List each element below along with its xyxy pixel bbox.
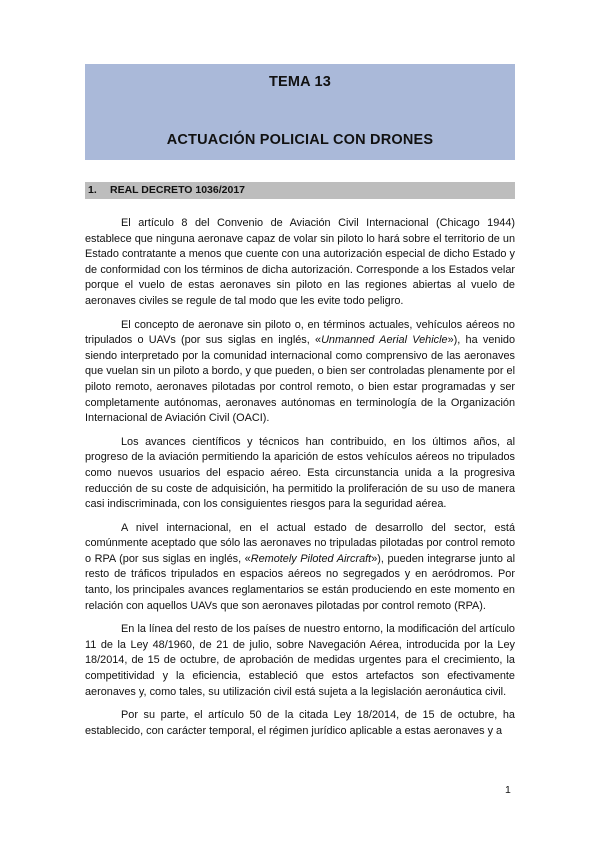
topic-number: TEMA 13 [268, 74, 332, 90]
page-number: 1 [505, 784, 511, 796]
paragraph [85, 708, 515, 739]
paragraph-text: »), ha venido siendo interpretado por la comunidad internacional como comprensivo de las aeronaves que vuelan sin un piloto a bordo, y que pueden, o bien ser controladas plenamente por el piloto remoto, aeronaves pilotadas por control remoto, o bien estar programadas y ser completamente autónomas, aeronaves autónomas en terminología de la Organización Internacional de Aviación Civil (OACI). [85, 334, 515, 425]
paragraph-text: »), pueden integrarse junto al resto de tráficos tripulados en espacios aéreos no segregados y en aeródromos. Por tanto, los principales avances reglamentarios se están produciendo en este momento en relación con aquellos UAVs que son aeronaves pilotadas por control remoto (RPA). [85, 552, 515, 612]
paragraph [85, 435, 515, 513]
paragraph-text: El concepto de aeronave sin piloto o, en términos actuales, vehículos aéreos no tripulados o UAVs (por sus siglas en inglés, « [85, 318, 515, 347]
section-title: REAL DECRETO 1036/2017 [110, 184, 246, 196]
paragraph-text: Los avances científicos y técnicos han contribuido, en los últimos años, al progreso de la aviación permitiendo la aparición de estos vehículos aéreos no tripulados como nuevos usuarios del espacio aéreo. Esta circunstancia unida a la progresiva reducción de su coste de adquisición, ha permitido la proliferación de su uso de manera casi indiscriminada, con los consiguientes riesgos para la seguridad aérea. [85, 435, 515, 511]
paragraph-text: A nivel internacional, en el actual estado de desarrollo del sector, está comúnmente aceptado que sólo las aeronaves no tripuladas pilotadas por control remoto o RPA (por sus siglas en inglés, « [85, 521, 515, 565]
topic-title: ACTUACIÓN POLICIAL CON DRONES [166, 132, 434, 148]
title-band [85, 64, 515, 160]
section-number: 1. [88, 184, 97, 196]
paragraph-text: El artículo 8 del Convenio de Aviación Civil Internacional (Chicago 1944) establece que ninguna aeronave capaz de volar sin piloto lo hará sobre el territorio de un Estado contratante a menos que cuente con una autorización especial de dicho Estado y de conformidad con los términos de dicha autorización. Corresponde a los Estados velar porque el vuelo de estas aeronaves sin piloto en las regiones abiertas al vuelo de aeronaves civiles se regule de tal modo que les evite todo peligro. [85, 217, 515, 307]
paragraph [85, 318, 515, 427]
paragraph-text: En la línea del resto de los países de nuestro entorno, la modificación del artículo 11 de la Ley 48/1960, de 21 de julio, sobre Navegación Aérea, introducida por la Ley 18/2014, de 15 de octubre, de aprobación de medidas urgentes para el crecimiento, la competitividad y la eficiencia, estableció que estos artefactos son efectivamente aeronaves y, como tales, su utilización civil está sujeta a la legislación aeronáutica civil. [85, 623, 515, 698]
paragraph-text: Por su parte, el artículo 50 de la citada Ley 18/2014, de 15 de octubre, ha establecido, con carácter temporal, el régimen jurídico aplicable a estas aeronaves y a [85, 709, 515, 737]
term-italic: Unmanned Aerial Vehicle [321, 334, 448, 347]
paragraph [85, 521, 515, 615]
section-heading [88, 184, 245, 196]
body-text [85, 216, 515, 747]
paragraph [85, 622, 515, 700]
term-italic: Remotely Piloted Aircraft [250, 552, 372, 565]
section-heading-bar [85, 182, 515, 199]
paragraph [85, 216, 515, 310]
